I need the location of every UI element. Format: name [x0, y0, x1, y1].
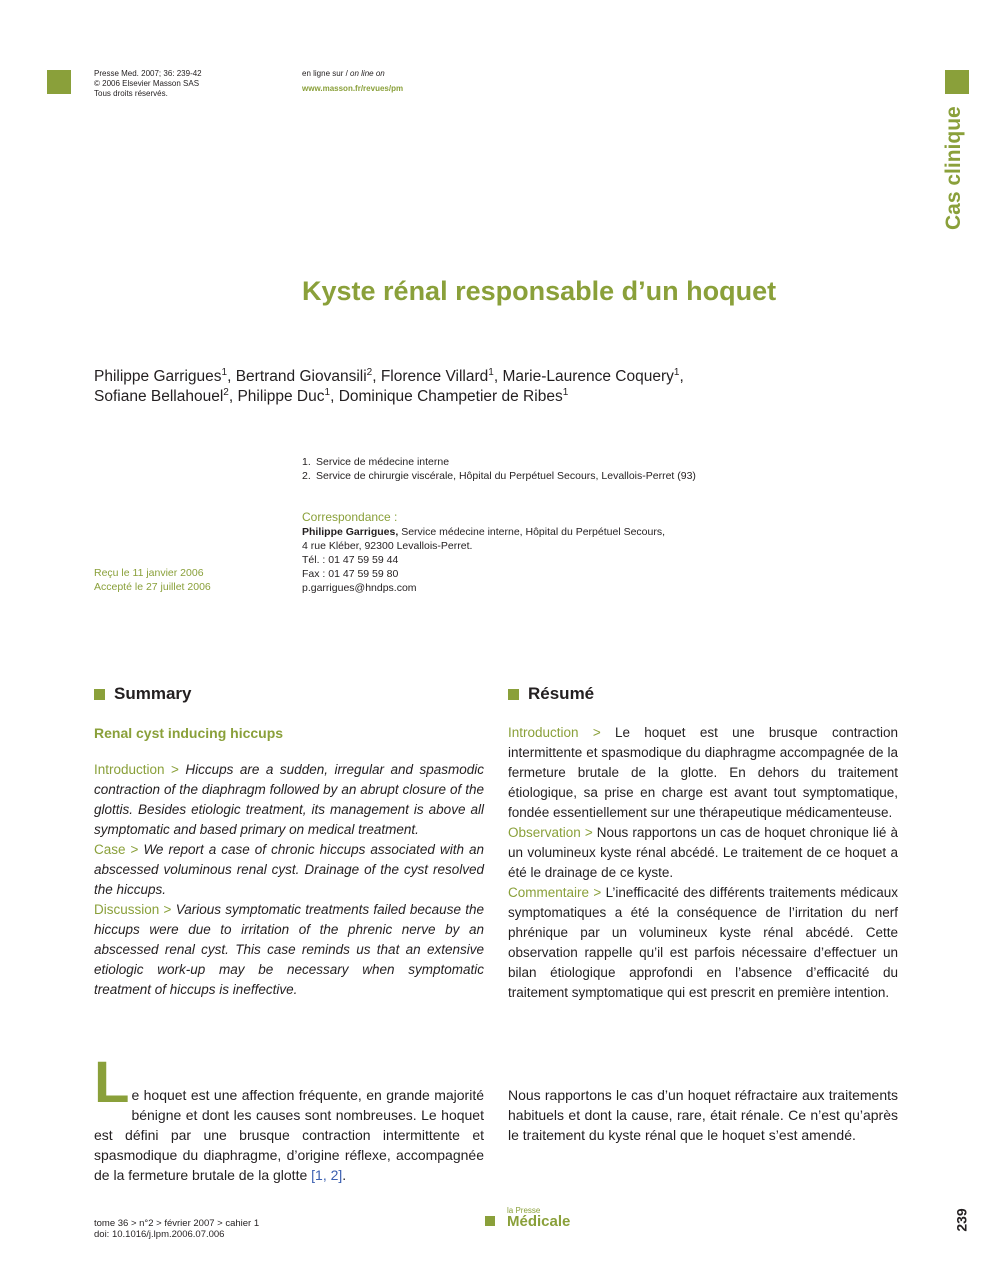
correspondence-fax: Fax : 01 47 59 59 80	[302, 568, 399, 580]
corner-square-right	[945, 70, 969, 94]
author: Florence Villard	[380, 368, 489, 385]
received-date: Reçu le 11 janvier 2006	[94, 567, 204, 579]
author: Marie-Laurence Coquery	[502, 368, 674, 385]
logo-top: la Presse	[507, 1206, 541, 1215]
author: Sofiane Bellahouel	[94, 388, 224, 405]
author-line-2: Sofiane Bellahouel$^2$, Philippe Duc$^1$, Dominique Champetier de Ribes$^1$	[94, 386, 569, 405]
author: Bertrand Giovansili	[235, 368, 367, 385]
author: Philippe Duc	[237, 388, 325, 405]
affiliation-item: 1. Service de médecine interne	[302, 456, 450, 468]
body-right-column: Nous rapportons le cas d’un hoquet réfractaire aux traitements habituels et dont la cause, rare, était rénale. Ce n’est qu’après le traitement du kyste rénal que le hoquet s’est amendé.	[508, 1087, 898, 1143]
correspondence-label: Correspondance :	[302, 510, 398, 524]
resume-text: Introduction > Le hoquet est une brusque contraction intermittente et spasmodique du diaphragme accompagnée de la fermeture brutale de la glotte. En dehors du traitement étiologique, sa prise en charge est avant tout symptomatique, fondée essentiellement sur une thérapeutique médicamenteuse. Observation > Nous rapportons un cas de hoquet chronique lié à un volumineux kyste rénal abcédé. Le traitement de ce hoquet a été le drainage de ce kyste. Commentaire > L’inefficacité des différents traitements médicaux symptomatiques a été la conséquence de l’irritation du nerf phrénique par un volumineux kyste rénal abcédé. Cette observation rappelle qu’il est parfois nécessaire d’effectuer un bilan étiologique approfondi en l’absence d’efficacité du traitement symptomatique qui est prescrit en première intention.	[508, 725, 899, 1000]
body-left-column	[94, 1050, 484, 1185]
author-list	[94, 367, 714, 407]
online-label: en ligne sur / on line on	[302, 69, 385, 78]
correspondence-email[interactable]: p.garrigues@hndps.com	[302, 582, 417, 594]
article-dates	[94, 566, 211, 594]
accepted-date: Accepté le 27 juillet 2006	[94, 581, 211, 593]
heading-square-icon	[508, 689, 519, 700]
logo-main: Médicale	[507, 1213, 571, 1230]
summary-section	[94, 684, 484, 1000]
journal-citation-block	[94, 69, 202, 99]
body-left-text: e hoquet est une affection fréquente, en grande majorité bénigne et dont les causes sont nombreuses. Le hoquet est défini par une brusque contraction intermittente et spasmodique du diaphragme, d’origine réflexe, accompagnée de la fermeture brutale de la glotte [1, 2].	[94, 1087, 484, 1183]
correspondence	[302, 510, 722, 595]
rights: Tous droits réservés.	[94, 89, 168, 98]
correspondence-tel: Tél. : 01 47 59 59 44	[302, 554, 399, 566]
resume-heading: Résumé	[508, 684, 898, 704]
issue-info: tome 36 > n°2 > février 2007 > cahier 1	[94, 1218, 260, 1229]
logo-square-icon	[485, 1216, 495, 1226]
author: Philippe Garrigues	[94, 368, 222, 385]
online-block	[302, 69, 403, 94]
affiliations	[302, 455, 697, 483]
author: Dominique Champetier de Ribes	[338, 388, 563, 405]
journal-url[interactable]: www.masson.fr/revues/pm	[302, 84, 404, 93]
summary-text: Introduction > Hiccups are a sudden, irregular and spasmodic contraction of the diaphragm followed by an abrupt closure of the glottis. Besides etiologic treatment, its management is above all symptomatic and based primary on medical treatment. Case > We report a case of chronic hiccups associated with an abscessed voluminous renal cyst. Drainage of the cyst resolved the hiccups. Discussion > Various symptomatic treatments failed because the hiccups were due to irritation of the phrenic nerve by an abscessed renal cyst. This case reminds us that an extensive etiologic work-up may be necessary when symptomatic treatment of hiccups is ineffective.	[94, 762, 485, 997]
copyright: © 2006 Elsevier Masson SAS	[94, 79, 200, 88]
corner-square-left	[47, 70, 71, 94]
author-line-1: Philippe Garrigues$^1$, Bertrand Giovansili$^2$, Florence Villard$^1$, Marie-Laurence Coquery$^1$,	[94, 366, 684, 385]
citation: Presse Med. 2007; 36: 239-42	[94, 69, 202, 78]
resume-section	[508, 684, 898, 1003]
correspondence-address: Philippe Garrigues, Service médecine interne, Hôpital du Perpétuel Secours,	[302, 526, 666, 538]
page-number: 239	[953, 1208, 970, 1232]
heading-square-icon	[94, 689, 105, 700]
citation-link[interactable]: [1, 2]	[311, 1167, 343, 1183]
correspondence-street: 4 rue Kléber, 92300 Levallois-Perret.	[302, 540, 473, 552]
doi: doi: 10.1016/j.lpm.2006.07.006	[94, 1229, 225, 1240]
affiliation-item: 2. Service de chirurgie viscérale, Hôpital du Perpétuel Secours, Levallois-Perret (93)	[302, 470, 696, 482]
drop-cap: L	[94, 1050, 130, 1115]
footer-issue-info	[94, 1218, 259, 1240]
summary-heading: Summary	[94, 684, 484, 704]
article-title: Kyste rénal responsable d’un hoquet	[302, 276, 777, 306]
section-label: Cas clinique	[942, 106, 965, 230]
summary-subtitle: Renal cyst inducing hiccups	[94, 725, 284, 741]
